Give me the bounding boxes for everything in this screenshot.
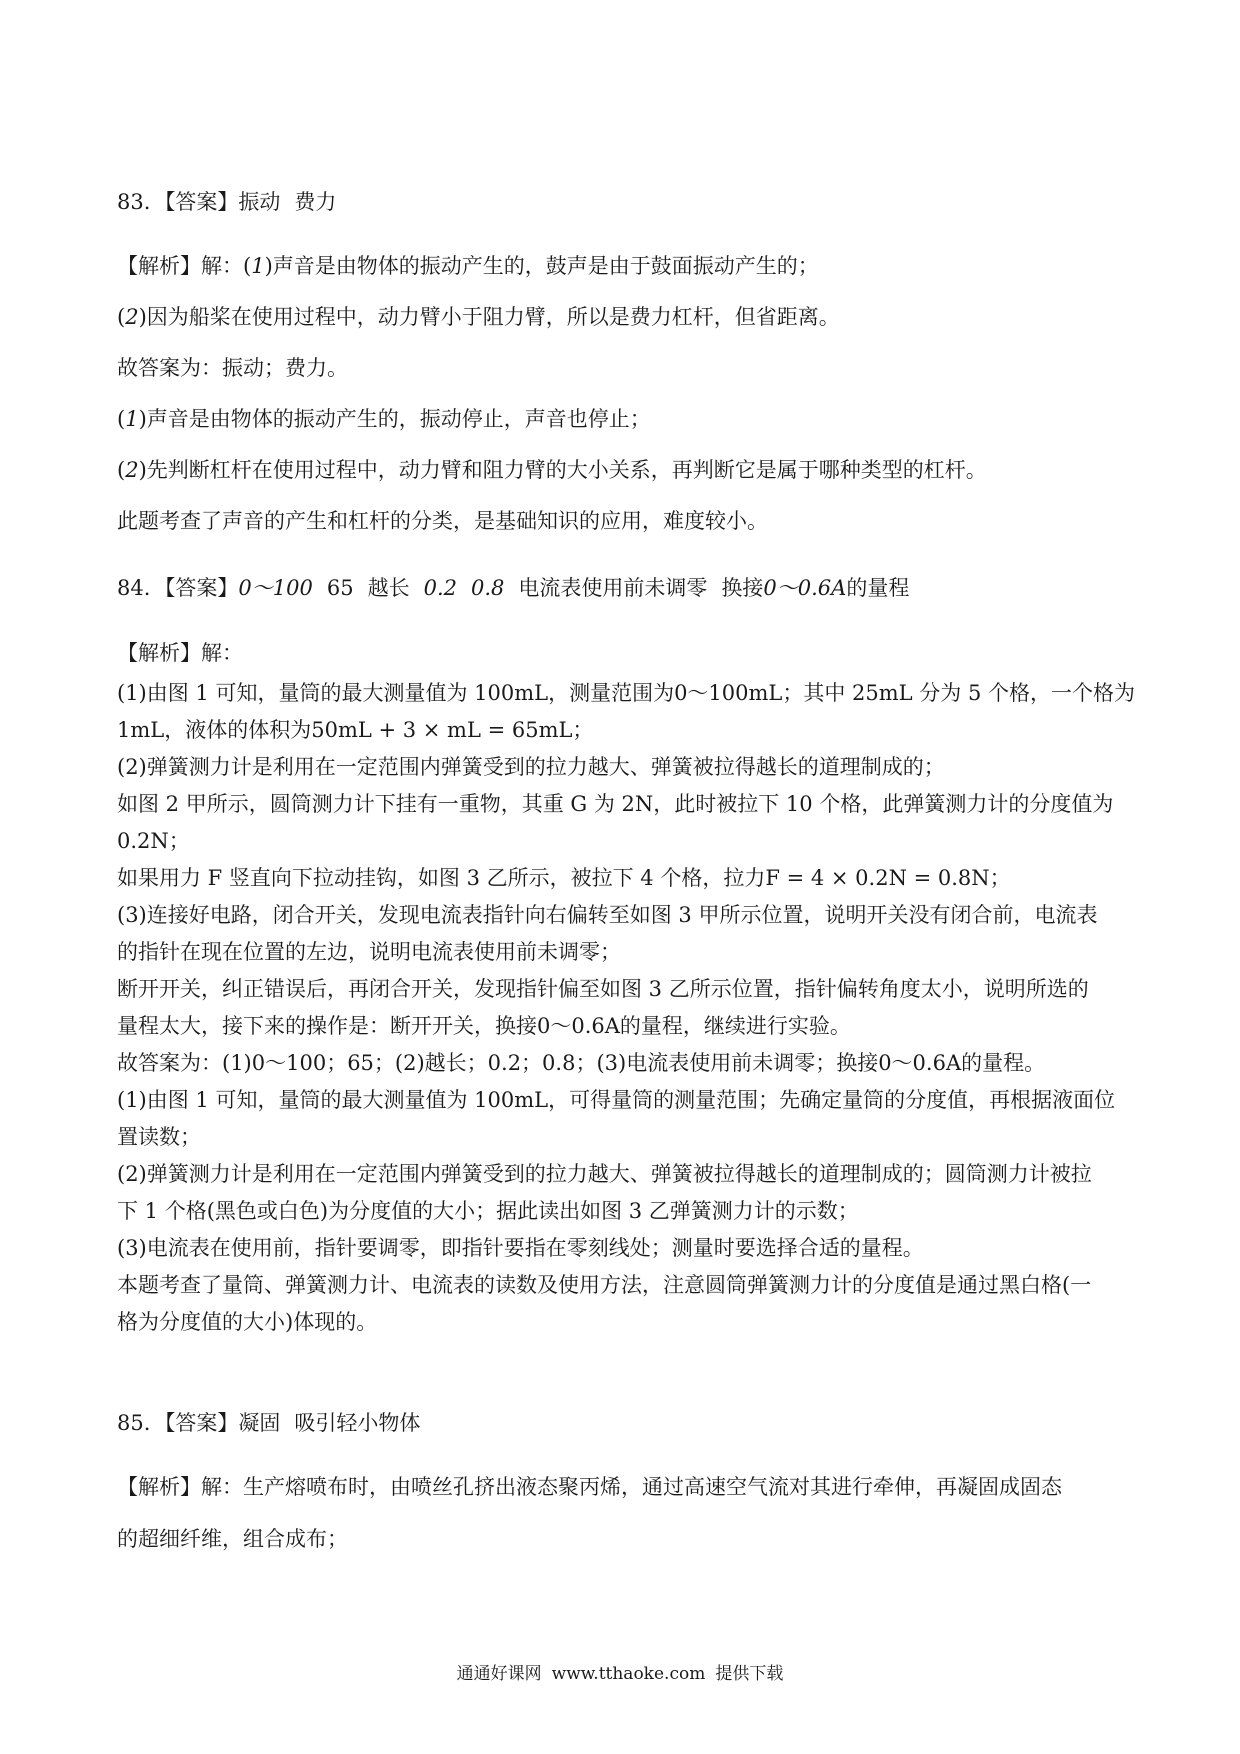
q84-line-8: 的指针在现在位置的左边，说明电流表使用前未调零；	[117, 940, 621, 964]
q84-answer-line: 84. 【答案】0～100 65 越长 0.2 0.8 电流表使用前未调零 换接0～0.6A的量程	[117, 576, 910, 600]
q85-analysis-tag: 【解析】	[117, 1475, 201, 1499]
q83-analysis-tag: 【解析】	[117, 254, 201, 278]
q84-line-4: 如图 2 甲所示，圆筒测力计下挂有一重物，其重 G 为 2N，此时被拉下 10 个格，此弹簧测力计的分度值为	[117, 792, 1114, 816]
q84-line-17: 本题考查了量筒、弹簧测力计、电流表的读数及使用方法，注意圆筒弹簧测力计的分度值是通过黑白格(一	[117, 1273, 1092, 1297]
q85-answer-line	[117, 1409, 420, 1437]
q85-number: 85.	[117, 1411, 151, 1435]
q84-line-10: 量程太大，接下来的操作是：断开开关，换接0～0.6A的量程，继续进行实验。	[117, 1014, 851, 1038]
q84-line-1: (1)由图 1 可知，量筒的最大测量值为 100mL，测量范围为0～100mL；其中 25mL 分为 5 个格，一个格为	[117, 681, 1136, 705]
q84-line-16: (3)电流表在使用前，指针要调零，即指针要指在零刻线处；测量时要选择合适的量程。	[117, 1236, 924, 1260]
q84-analysis-tag: 【解析】	[117, 641, 201, 665]
q83-analysis-line-3: 故答案为：振动；费力。	[117, 356, 348, 380]
q83-answer-line	[117, 188, 336, 216]
q83-analysis-line-2: (2)因为船桨在使用过程中，动力臂小于阻力臂，所以是费力杠杆，但省距离。	[117, 305, 840, 329]
q83-answer-2: 费力	[294, 190, 337, 214]
q85-answer-1: 凝固	[238, 1411, 281, 1435]
footer-note: 提供下载	[715, 1664, 784, 1684]
q85-answer-2: 吸引轻小物体	[294, 1411, 421, 1435]
q83-answer-tag: 【答案】	[154, 190, 239, 214]
q83-answer-1: 振动	[238, 190, 281, 214]
q84-answer-tag: 【答案】	[154, 576, 239, 600]
q84-line-9: 断开开关，纠正错误后，再闭合开关，发现指针偏至如图 3 乙所示位置，指针偏转角度太小，说明所选的	[117, 977, 1089, 1001]
q85-analysis-line-2: 的超细纤维，组合成布；	[117, 1527, 348, 1551]
q84-line-5: 0.2N；	[117, 829, 190, 853]
q83-analysis-line-4: (1)声音是由物体的振动产生的，振动停止，声音也停止；	[117, 407, 651, 431]
q84-answer-6: 电流表使用前未调零	[518, 576, 708, 600]
q84-analysis-head: 【解析】解：	[117, 641, 243, 665]
q84-number: 84.	[117, 576, 151, 600]
q84-answer-2: 65	[326, 576, 354, 600]
q84-line-18: 格为分度值的大小)体现的。	[117, 1310, 378, 1334]
q84-line-7: (3)连接好电路，闭合开关，发现电流表指针向右偏转至如图 3 甲所示位置，说明开关没有闭合前，电流表	[117, 903, 1098, 927]
q84-answer-1: 0～100	[238, 576, 313, 600]
q85-analysis-line-1: 【解析】解：生产熔喷布时，由喷丝孔挤出液态聚丙烯，通过高速空气流对其进行牵伸，再凝固成固态	[117, 1475, 1062, 1499]
q84-answer-3: 越长	[367, 576, 410, 600]
page-footer	[0, 1662, 1240, 1686]
q84-line-11: 故答案为：(1)0～100；65；(2)越长；0.2；0.8；(3)电流表使用前未调零；换接0～0.6A的量程。	[117, 1051, 1046, 1075]
q84-answer-4: 0.2	[423, 576, 457, 600]
q84-line-3: (2)弹簧测力计是利用在一定范围内弹簧受到的拉力越大、弹簧被拉得越长的道理制成的；	[117, 755, 945, 779]
q83-analysis-line-5: (2)先判断杠杆在使用过程中，动力臂和阻力臂的大小关系，再判断它是属于哪种类型的杠杆。	[117, 458, 987, 482]
q83-number: 83.	[117, 190, 151, 214]
q84-line-12: (1)由图 1 可知，量筒的最大测量值为 100mL，可得量筒的测量范围；先确定量筒的分度值，再根据液面位	[117, 1088, 1116, 1112]
footer-site-name: 通通好课网	[456, 1664, 542, 1684]
q84-line-13: 置读数；	[117, 1125, 201, 1149]
q84-answer-5: 0.8	[471, 576, 505, 600]
q83-analysis-line-1: 【解析】解：(1)声音是由物体的振动产生的，鼓声是由于鼓面振动产生的；	[117, 254, 819, 278]
q85-answer-tag: 【答案】	[154, 1411, 239, 1435]
q84-line-6: 如果用力 F 竖直向下拉动挂钩，如图 3 乙所示，被拉下 4 个格，拉力F = 4 × 0.2N = 0.8N；	[117, 866, 1011, 890]
q83-analysis-line-6: 此题考查了声音的产生和杠杆的分类，是基础知识的应用，难度较小。	[117, 509, 768, 533]
q84-line-2: 1mL，液体的体积为50mL + 3 × mL = 65mL；	[117, 718, 594, 742]
footer-url[interactable]: www.tthaoke.com	[551, 1664, 706, 1684]
q84-line-14: (2)弹簧测力计是利用在一定范围内弹簧受到的拉力越大、弹簧被拉得越长的道理制成的；圆筒测力计被拉	[117, 1162, 1092, 1186]
document-page	[117, 0, 1136, 1754]
q84-answer-7: 0～0.6A	[763, 576, 847, 600]
q84-line-15: 下 1 个格(黑色或白色)为分度值的大小；据此读出如图 3 乙弹簧测力计的示数；	[117, 1199, 859, 1223]
